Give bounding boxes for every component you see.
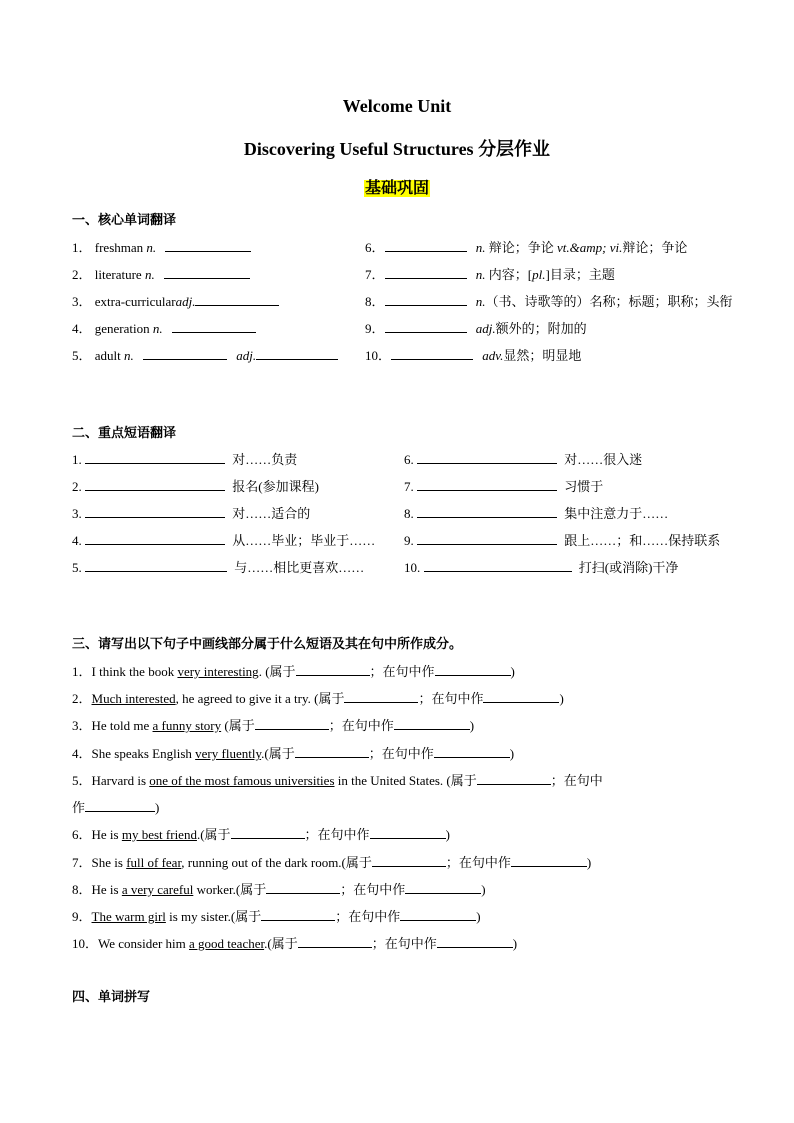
title-level (0, 175, 794, 198)
vocab-item-1: 1． freshman n. (72, 237, 251, 256)
answer-blank[interactable] (85, 798, 155, 812)
phrase-item-8: 8. 集中注意力于…… (404, 506, 669, 521)
title-level-highlight: 基础巩固 (364, 180, 429, 197)
phrase-item-1: 1. 对……负责 (72, 452, 298, 467)
phrase-item-5: 5. 与……相比更喜欢…… (72, 560, 365, 575)
section-3-heading: 三、请写出以下句子中画线部分属于什么短语及其在句中所作成分。 (72, 636, 463, 651)
section-1-heading: 一、核心单词翻译 (72, 212, 177, 227)
phrase-item-3: 3. 对……适合的 (72, 506, 311, 521)
answer-blank[interactable] (143, 346, 227, 360)
answer-blank[interactable] (417, 477, 557, 491)
answer-blank[interactable] (298, 934, 372, 948)
answer-blank[interactable] (261, 907, 335, 921)
sentence-item-9: 9．The warm girl is my sister.(属于 ；在句中作 ) (72, 909, 481, 924)
answer-blank[interactable] (295, 744, 369, 758)
phrase-item-10: 10. 打扫(或消除)干净 (404, 560, 679, 575)
answer-blank[interactable] (164, 265, 250, 279)
answer-blank[interactable] (165, 238, 251, 252)
answer-blank[interactable] (417, 450, 557, 464)
sentence-item-2: 2．Much interested, he agreed to give it a try. (属于 ；在句中作 ) (72, 691, 564, 706)
answer-blank[interactable] (434, 744, 510, 758)
answer-blank[interactable] (385, 238, 467, 252)
vocab-item-6: 6． n. 辩论；争论 vt.&amp; vi.辩论；争论 (365, 240, 688, 255)
answer-blank[interactable] (417, 504, 557, 518)
vocab-item-9: 9． adj.额外的；附加的 (365, 321, 587, 336)
answer-blank[interactable] (405, 880, 481, 894)
answer-blank[interactable] (85, 504, 225, 518)
answer-blank[interactable] (296, 662, 370, 676)
vocab-item-2: 2． literature n. (72, 264, 250, 283)
sentence-item-4: 4．She speaks English very fluently.(属于 ；在句中作 ) (72, 746, 515, 761)
answer-blank[interactable] (172, 319, 256, 333)
phrase-item-6: 6. 对……很入迷 (404, 452, 643, 467)
answer-blank[interactable] (255, 716, 329, 730)
answer-blank[interactable] (511, 853, 587, 867)
vocab-item-8: 8． n.（书、诗歌等的）名称；标题；职称；头衔 (365, 294, 733, 309)
answer-blank[interactable] (417, 531, 557, 545)
title-unit: Welcome Unit (342, 96, 452, 116)
answer-blank[interactable] (477, 771, 551, 785)
phrase-item-9: 9. 跟上……；和……保持联系 (404, 533, 721, 548)
answer-blank[interactable] (370, 825, 446, 839)
answer-blank[interactable] (385, 319, 467, 333)
answer-blank[interactable] (483, 689, 559, 703)
sentence-item-10: 10．We consider him a good teacher.(属于 ；在句中作 ) (72, 936, 518, 951)
sentence-item-1: 1．I think the book very interesting. (属于 ；在句中作 ) (72, 664, 515, 679)
section-2-heading: 二、重点短语翻译 (72, 425, 177, 440)
vocab-item-7: 7． n. 内容；[pl.]目录；主题 (365, 267, 615, 282)
vocab-item-5: 5． adult n. adj. (72, 345, 338, 364)
answer-blank[interactable] (344, 689, 418, 703)
answer-blank[interactable] (385, 265, 467, 279)
vocab-item-4: 4． generation n. (72, 318, 256, 337)
phrase-item-2: 2. 报名(参加课程) (72, 479, 319, 494)
answer-blank[interactable] (231, 825, 305, 839)
vocab-item-3: 3． extra-curricularadj. (72, 291, 279, 310)
answer-blank[interactable] (391, 346, 473, 360)
answer-blank[interactable] (85, 477, 225, 491)
sentence-item-8: 8．He is a very careful worker.(属于 ；在句中作 ) (72, 882, 486, 897)
phrase-item-7: 7. 习惯于 (404, 479, 604, 494)
answer-blank[interactable] (256, 346, 338, 360)
answer-blank[interactable] (435, 662, 511, 676)
answer-blank[interactable] (437, 934, 513, 948)
sentence-item-7: 7．She is full of fear, running out of the dark room.(属于 ；在句中作 ) (72, 855, 592, 870)
answer-blank[interactable] (385, 292, 467, 306)
answer-blank[interactable] (85, 450, 225, 464)
vocab-item-10: 10． adv.显然；明显地 (365, 348, 582, 363)
answer-blank[interactable] (400, 907, 476, 921)
answer-blank[interactable] (394, 716, 470, 730)
answer-blank[interactable] (195, 292, 279, 306)
sentence-item-6: 6．He is my best friend.(属于 ；在句中作 ) (72, 827, 450, 842)
section-4-heading: 四、单词拼写 (72, 989, 151, 1004)
title-topic: Discovering Useful Structures 分层作业 (243, 139, 551, 159)
answer-blank[interactable] (372, 853, 446, 867)
answer-blank[interactable] (424, 558, 572, 572)
sentence-item-3: 3．He told me a funny story (属于 ；在句中作 ) (72, 718, 475, 733)
answer-blank[interactable] (85, 558, 227, 572)
answer-blank[interactable] (266, 880, 340, 894)
phrase-item-4: 4. 从……毕业；毕业于…… (72, 533, 376, 548)
answer-blank[interactable] (85, 531, 225, 545)
sentence-item-5-continued: 作 ) (72, 800, 160, 815)
sentence-item-5: 5．Harvard is one of the most famous universities in the United States. (属于 ；在句中 (72, 773, 603, 788)
